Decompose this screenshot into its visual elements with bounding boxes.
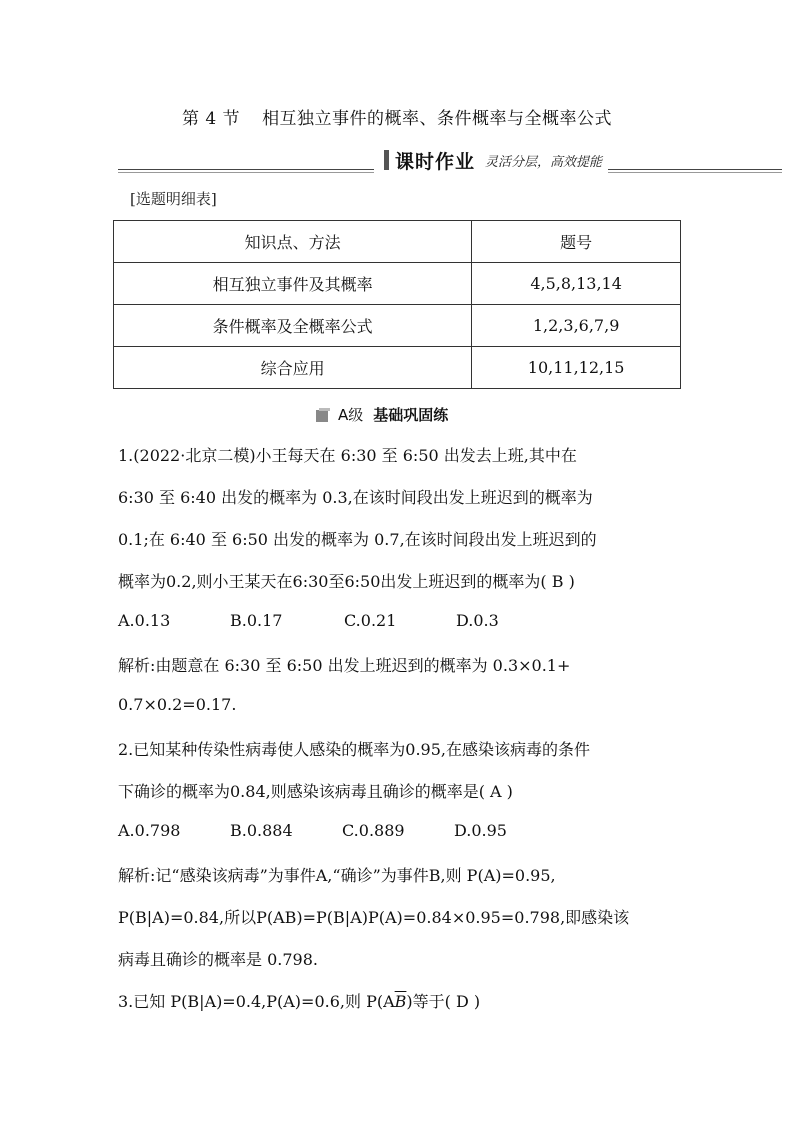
level-heading <box>316 404 448 425</box>
detail-table-label: [选题明细表] <box>130 190 217 208</box>
q3-overline-var: $\overline{B}$ <box>394 992 407 1011</box>
q2-line-2: 下确诊的概率为0.84,则感染该病毒且确诊的概率是( A ) <box>118 782 513 801</box>
banner-heading: 课时作业 <box>395 150 476 173</box>
table-cell-topic: 相互独立事件及其概率 <box>114 263 472 305</box>
q1-solution-1: 解析:由题意在 6:30 至 6:50 出发上班迟到的概率为 0.3×0.1+ <box>118 656 571 675</box>
q2-solution-2: P(B|A)=0.84,所以P(AB)=P(B|A)P(A)=0.84×0.95=0.798,即感染该 <box>118 908 630 927</box>
table-row <box>114 263 681 305</box>
q1-option-c: C.0.21 <box>344 611 397 630</box>
q1-solution-2: 0.7×0.2=0.17. <box>118 695 237 714</box>
page-title <box>0 104 794 129</box>
detail-table <box>113 220 681 389</box>
column-header-topic: 知识点、方法 <box>114 221 472 263</box>
q1-line-1: 1.(2022·北京二模)小王每天在 6:30 至 6:50 出发去上班,其中在 <box>118 446 577 465</box>
table-cell-topic: 条件概率及全概率公式 <box>114 305 472 347</box>
q2-option-d: D.0.95 <box>454 821 507 840</box>
banner-bar-icon <box>384 150 389 170</box>
homework-banner <box>118 146 782 176</box>
table-cell-numbers: 1,2,3,6,7,9 <box>472 305 681 347</box>
banner-subtitle: 灵活分层，高效提能 <box>485 154 603 170</box>
q2-line-1: 2.已知某种传染性病毒使人感染的概率为0.95,在感染该病毒的条件 <box>118 740 590 759</box>
section-number: 第 4 节 <box>181 109 241 129</box>
q3-suffix: )等于( D ) <box>406 992 481 1011</box>
table-header-row <box>114 221 681 263</box>
q1-option-a: A.0.13 <box>118 611 171 630</box>
table-row <box>114 305 681 347</box>
q2-option-b: B.0.884 <box>230 821 293 840</box>
q1-line-4: 概率为0.2,则小王某天在6:30至6:50出发上班迟到的概率为( B ) <box>118 572 575 591</box>
q1-line-3: 0.1;在 6:40 至 6:50 出发的概率为 0.7,在该时间段出发上班迟到的 <box>118 530 597 549</box>
table-cell-numbers: 4,5,8,13,14 <box>472 263 681 305</box>
level-tag: A级 <box>338 406 364 424</box>
q3-line-1 <box>118 989 480 1012</box>
section-title: 相互独立事件的概率、条件概率与全概率公式 <box>262 109 613 129</box>
table-cell-numbers: 10,11,12,15 <box>472 347 681 389</box>
q1-option-d: D.0.3 <box>456 611 499 630</box>
q1-line-2: 6:30 至 6:40 出发的概率为 0.3,在该时间段出发上班迟到的概率为 <box>118 488 593 507</box>
q2-option-c: C.0.889 <box>342 821 405 840</box>
q2-solution-3: 病毒且确诊的概率是 0.798. <box>118 950 318 969</box>
q2-option-a: A.0.798 <box>118 821 181 840</box>
q1-option-b: B.0.17 <box>230 611 283 630</box>
level-icon <box>316 408 330 422</box>
q3-prefix: 3.已知 P(B|A)=0.4,P(A)=0.6,则 P(A <box>118 992 395 1011</box>
q2-solution-1: 解析:记“感染该病毒”为事件A,“确诊”为事件B,则 P(A)=0.95, <box>118 866 556 885</box>
column-header-numbers: 题号 <box>472 221 681 263</box>
table-cell-topic: 综合应用 <box>114 347 472 389</box>
table-row <box>114 347 681 389</box>
level-name: 基础巩固练 <box>373 406 449 424</box>
banner-badge <box>374 146 608 174</box>
